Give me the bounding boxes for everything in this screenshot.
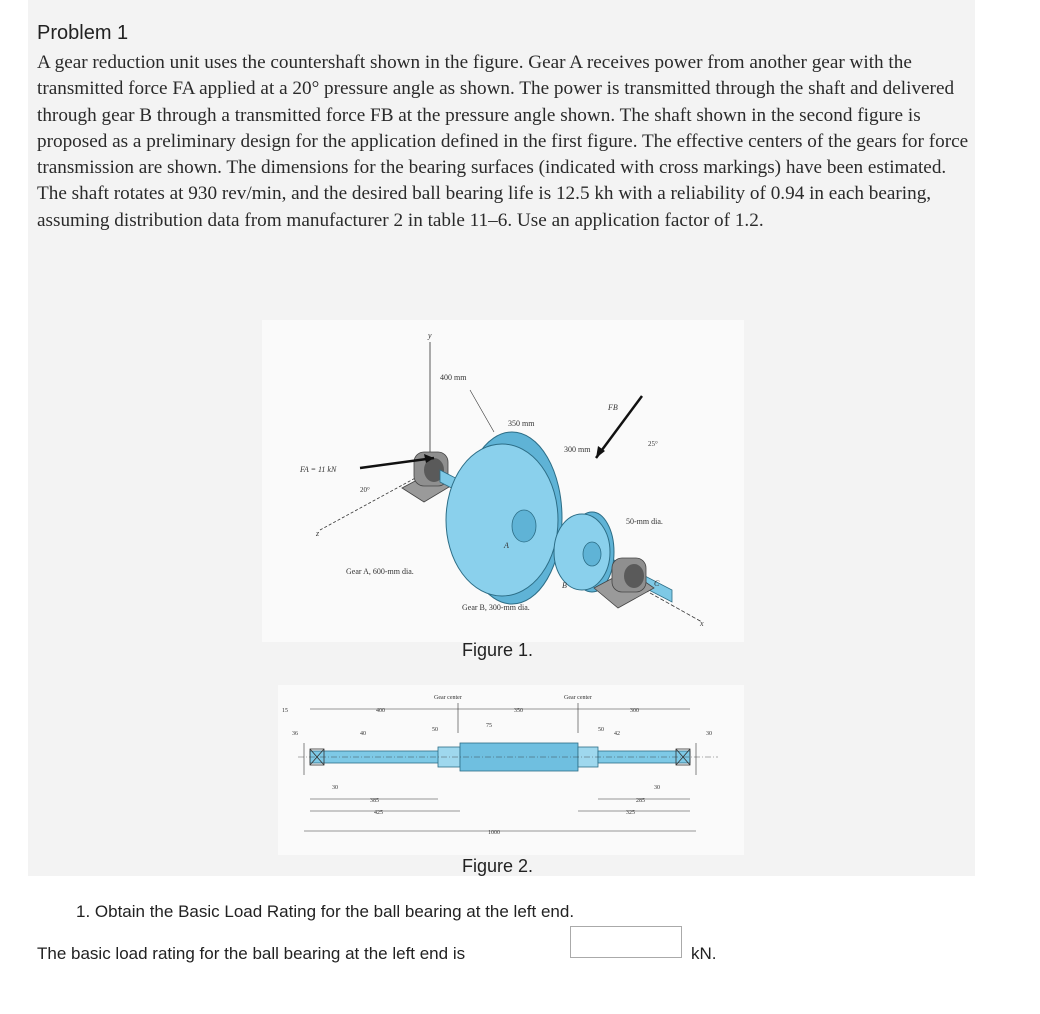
- dim-30a: 30: [706, 731, 712, 737]
- figure-1-drawing: [262, 320, 744, 642]
- dim-50a: 50: [432, 727, 438, 733]
- gear-center-2-label: Gear center: [564, 695, 592, 701]
- answer-input[interactable]: [570, 926, 682, 958]
- fa-label: FA = 11 kN: [300, 465, 337, 474]
- gear-center-1-label: Gear center: [434, 695, 462, 701]
- dim-385: 385: [370, 798, 379, 804]
- dim-1000: 1000: [488, 830, 500, 836]
- point-a-label: A: [504, 541, 509, 550]
- figure-1: [262, 320, 744, 642]
- z-axis-label: z: [316, 529, 320, 538]
- fb-label: FB: [608, 403, 618, 412]
- gear-b: [554, 512, 614, 592]
- problem-statement: A gear reduction unit uses the countershaft shown in the figure. Gear A receives power from another gear with the transmitted force FA applied at a 20° pressure angle as shown. The power is transmitted through the shaft and delivered through gear B through a transmitted force FB at the pressure angle shown. The shaft shown in the second figure is proposed as a preliminary design for the application defined in the first figure. The effective centers of the gears for force transmission are shown. The dimensions for the bearing surfaces (indicated with cross markings) have been estimated. The shaft rotates at 930 rev/min, and the desired ball bearing life is 12.5 kh with a reliability of 0.94 in each bearing, assuming distribution data from manufacturer 2 in table 11–6. Use an application factor of 1.2.: [37, 52, 969, 231]
- x-axis-label: x: [700, 619, 704, 628]
- dim-300-top: 300: [630, 708, 639, 714]
- dim-350-label: 350 mm: [508, 419, 535, 428]
- dim-30c: 30: [654, 785, 660, 791]
- dim-400-label: 400 mm: [440, 373, 467, 382]
- dim-30b: 30: [332, 785, 338, 791]
- problem-title: Problem 1: [37, 22, 129, 44]
- dim-15: 15: [282, 708, 288, 714]
- answer-unit: kN.: [691, 944, 717, 963]
- gear-a-label: Gear A, 600-mm dia.: [346, 567, 414, 576]
- figure-2: [278, 685, 744, 855]
- dim-42: 42: [614, 731, 620, 737]
- dim-36: 36: [292, 731, 298, 737]
- figure-2-caption: Figure 2.: [462, 856, 534, 876]
- shaft-dia-label: 50-mm dia.: [626, 517, 663, 526]
- dim-350-top: 350: [514, 708, 523, 714]
- dim-40: 40: [360, 731, 366, 737]
- dim-50b: 50: [598, 727, 604, 733]
- dim-400-top: 400: [376, 708, 385, 714]
- gear-a: [446, 432, 562, 604]
- dim-300-label: 300 mm: [564, 445, 591, 454]
- figure-1-caption: Figure 1.: [462, 640, 534, 660]
- z-axis-line: [320, 470, 430, 530]
- dim-285: 285: [636, 798, 645, 804]
- figure-2-drawing: [278, 685, 744, 855]
- answer-label: The basic load rating for the ball bearing at the left end is: [37, 944, 466, 963]
- gear-b-label: Gear B, 300-mm dia.: [462, 603, 530, 612]
- angle-a-label: 20°: [360, 486, 370, 494]
- dim-325: 325: [626, 810, 635, 816]
- dim-425: 425: [374, 810, 383, 816]
- point-c-label: C: [654, 579, 660, 588]
- stepped-shaft: [298, 743, 718, 771]
- point-b-label: B: [562, 581, 567, 590]
- question-prompt: 1. Obtain the Basic Load Rating for the ball bearing at the left end.: [76, 902, 575, 921]
- angle-b-label: 25°: [648, 440, 658, 448]
- dim-75: 75: [486, 723, 492, 729]
- y-axis-label: y: [428, 331, 432, 340]
- force-fb-arrow: [596, 396, 642, 458]
